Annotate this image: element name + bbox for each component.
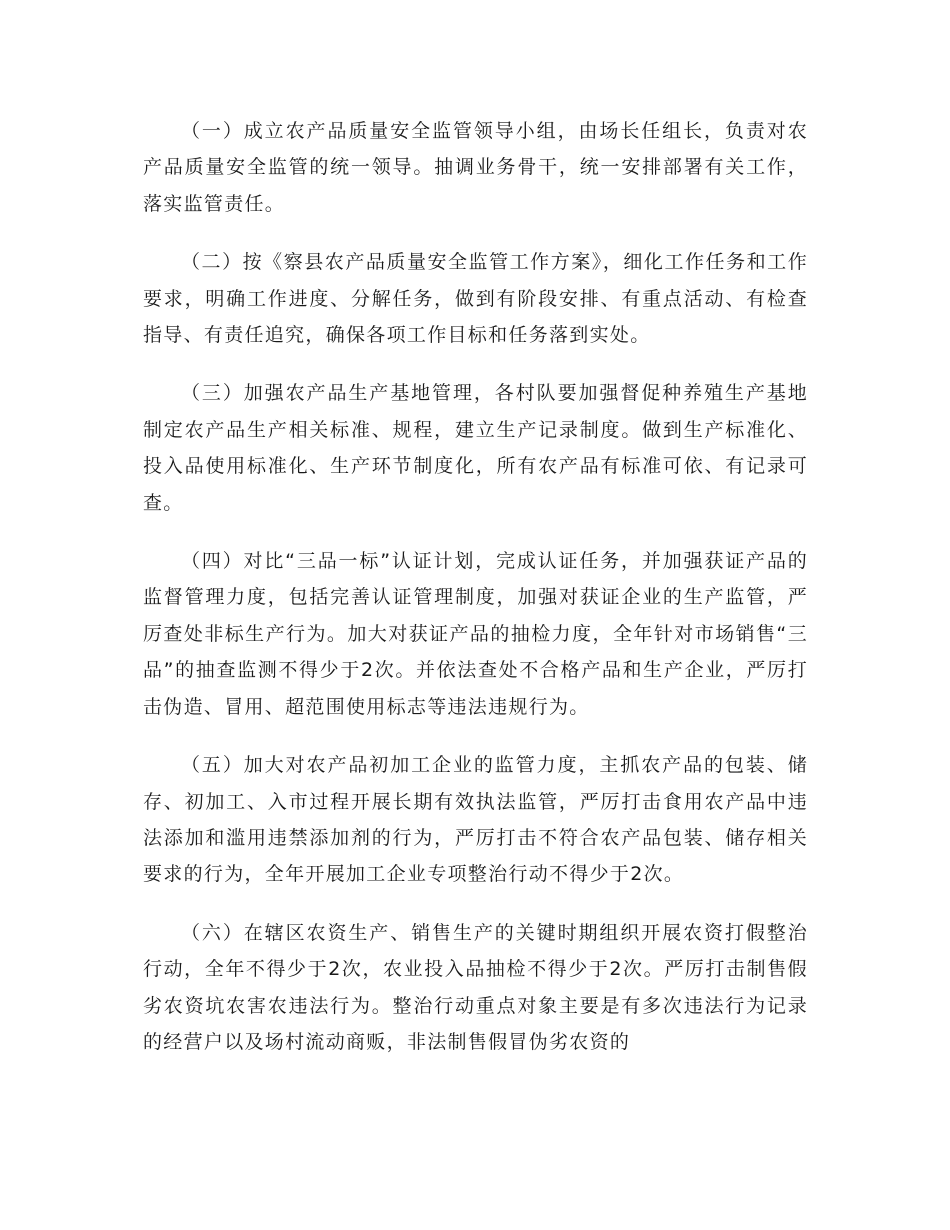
paragraph-3 bbox=[143, 375, 808, 521]
paragraph-5 bbox=[143, 747, 808, 893]
paragraph-text: 加强农产品生产基地管理，各村队要加强督促种养殖生产基地制定农产品生产相关标准、规程，建立生产记录制度。做到生产标准化、投入品使用标准化、生产环节制度化，所有农产品有标准可依、有记录可查。 bbox=[143, 382, 808, 514]
paragraph-text: 成立农产品质量安全监管领导小组，由场长任组长，负责对农产品质量安全监管的统一领导。抽调业务骨干，统一安排部署有关工作，落实监管责任。 bbox=[143, 120, 808, 215]
paragraph-marker: （五） bbox=[181, 754, 244, 777]
paragraph-4 bbox=[143, 543, 808, 725]
paragraph-text: 对比“三品一标”认证计划，完成认证任务，并加强获证产品的监督管理力度，包括完善认证管理制度，加强对获证企业的生产监管，严厉查处非标生产行为。加大对获证产品的抽检力度，全年针对市场销售“三品”的抽查监测不得少于2次。并依法查处不合格产品和生产企业，严厉打击伪造、冒用、超范围使用标志等违法违规行为。 bbox=[143, 550, 809, 718]
paragraph-6 bbox=[143, 915, 808, 1061]
paragraph-text: 加大对农产品初加工企业的监管力度，主抓农产品的包装、储存、初加工、入市过程开展长期有效执法监管，严厉打击食用农产品中违法添加和滥用违禁添加剂的行为，严厉打击不符合农产品包装、储存相关要求的行为，全年开展加工企业专项整治行动不得少于2次。 bbox=[143, 754, 808, 886]
paragraph-marker: （六） bbox=[181, 921, 244, 944]
paragraph-marker: （一） bbox=[181, 120, 244, 142]
paragraph-marker: （四） bbox=[181, 550, 244, 573]
paragraph-text: 按《察县农产品质量安全监管工作方案》，细化工作任务和工作要求，明确工作进度、分解任务，做到有阶段安排、有重点活动、有检查指导、有责任追究，确保各项工作目标和任务落到实处。 bbox=[143, 251, 808, 347]
document-body bbox=[143, 113, 808, 1082]
paragraph-1 bbox=[143, 113, 808, 222]
paragraph-text: 在辖区农资生产、销售生产的关键时期组织开展农资打假整治行动，全年不得少于2次，农业投入品抽检不得少于2次。严厉打击制售假劣农资坑农害农违法行为。整治行动重点对象主要是有多次违法行为记录的经营户以及场村流动商贩，非法制售假冒伪劣农资的 bbox=[143, 921, 808, 1053]
paragraph-marker: （三） bbox=[181, 382, 244, 405]
paragraph-2 bbox=[143, 244, 808, 353]
paragraph-marker: （二） bbox=[181, 251, 243, 274]
